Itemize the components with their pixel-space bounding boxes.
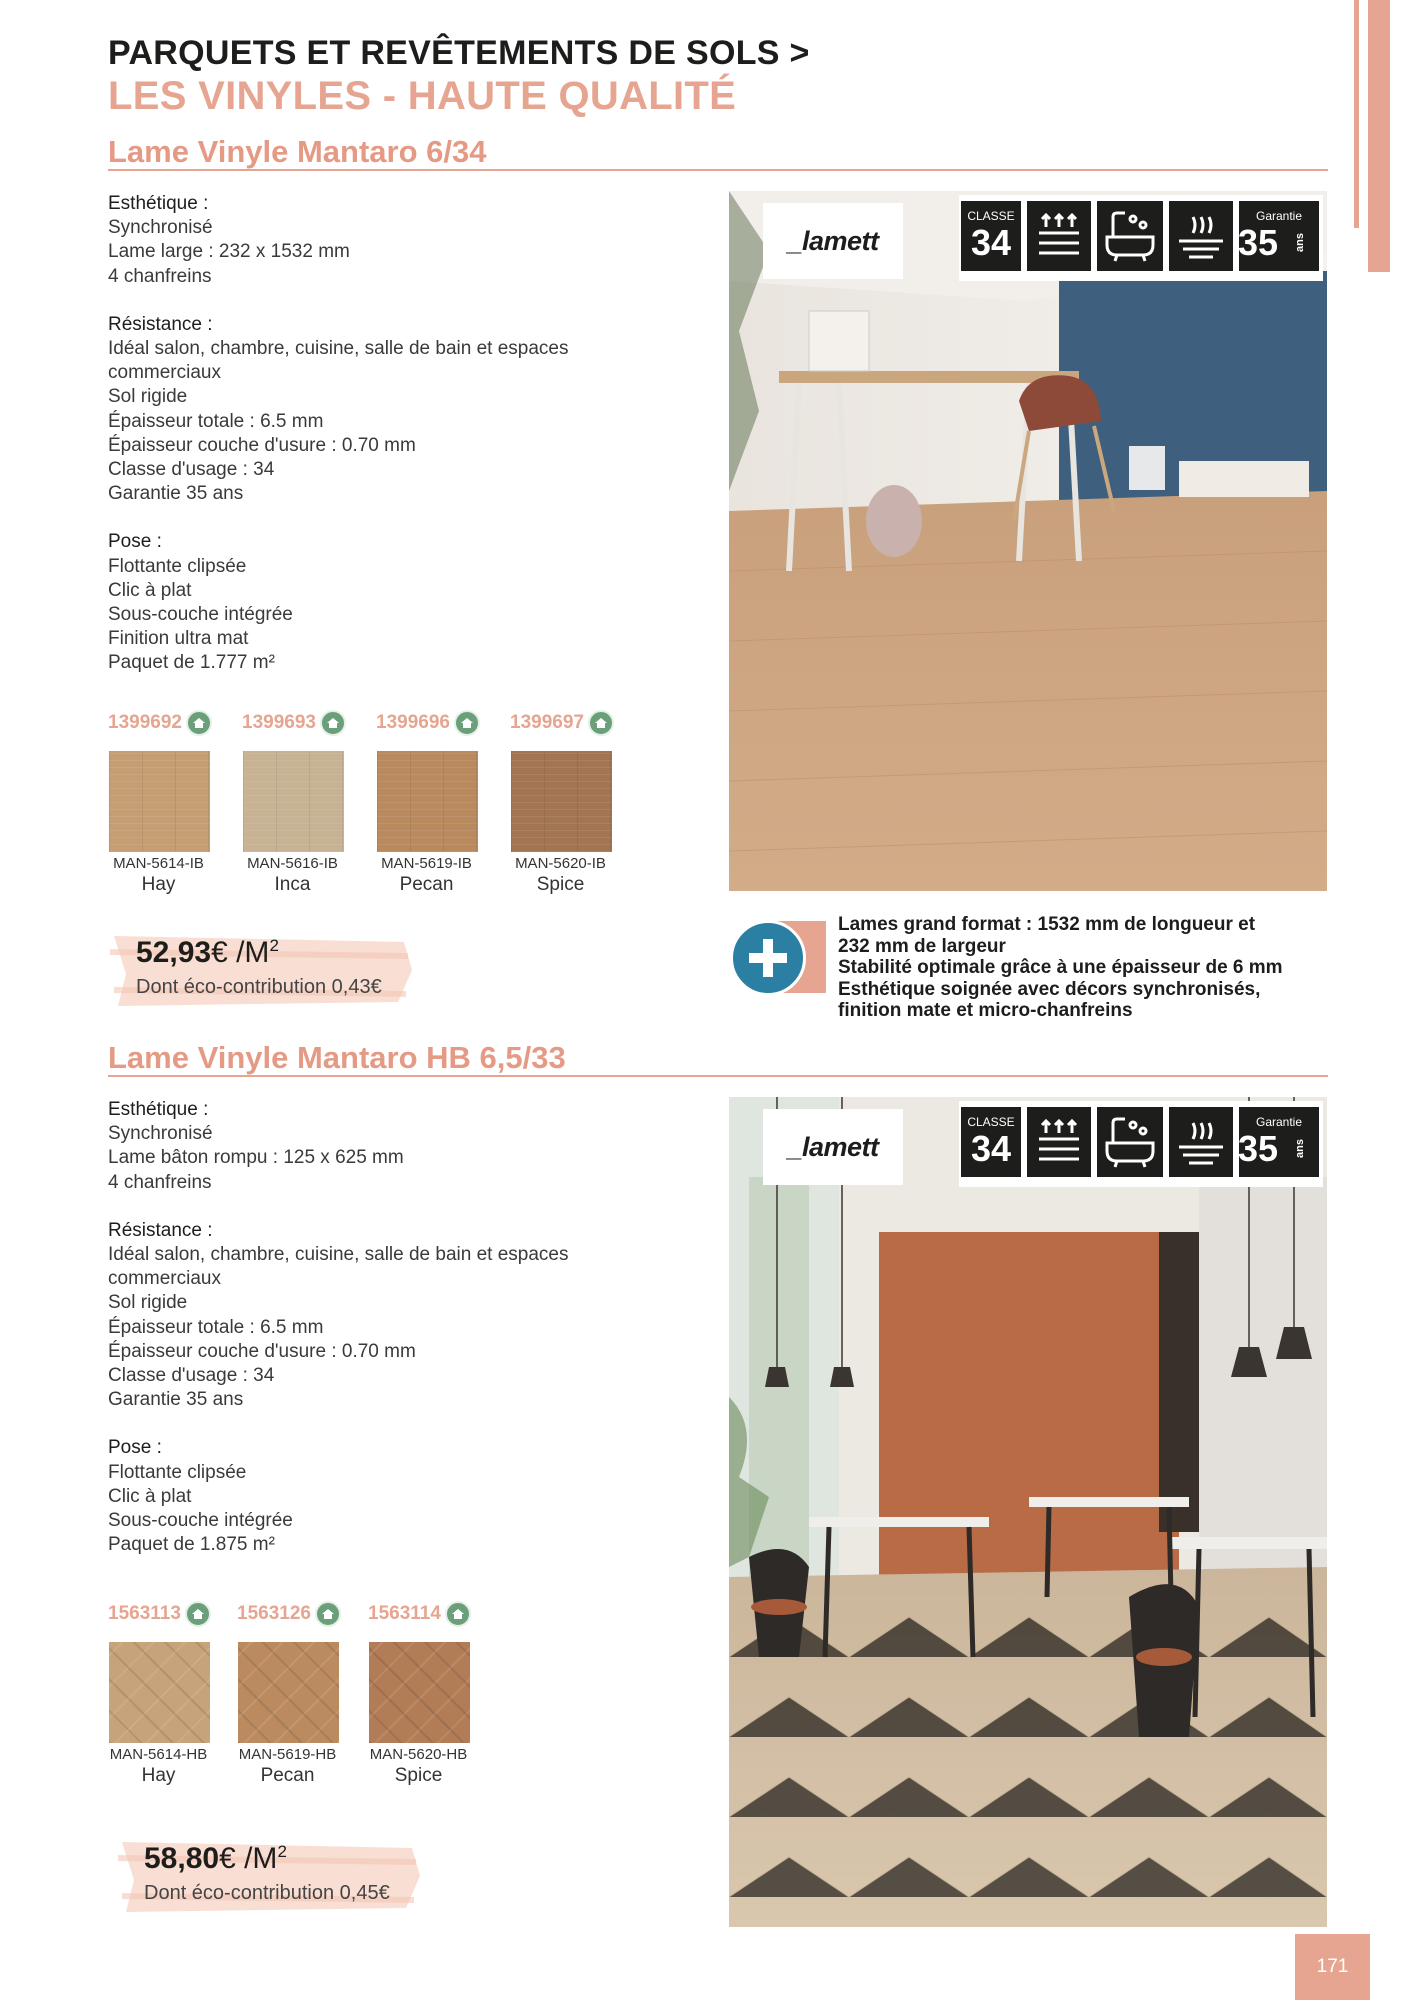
spec-heading: Résistance : [108,313,213,335]
product-1-title: Lame Vinyle Mantaro 6/34 [108,134,487,169]
spec-heading: Pose : [108,1437,162,1459]
variant[interactable] [510,709,644,896]
spec-line: Épaisseur couche d'usure : 0.70 mm [108,1340,416,1362]
product-code: 1399696 [376,712,450,733]
warranty-unit: ans [1294,233,1307,252]
spec-line: Clic à plat [108,579,192,601]
spec-line: Synchronisé [108,1123,213,1145]
feature-line: finition mate et micro-chanfreins [838,1000,1133,1021]
spec-line: Garantie 35 ans [108,483,244,505]
spec-line: Classe d'usage : 34 [108,1365,275,1387]
feature-line: 232 mm de largeur [838,935,1006,957]
spec-heading: Esthétique : [108,193,209,214]
price-label [144,1842,287,1876]
spec-line: Lame bâton rompu : 125 x 625 mm [108,1147,404,1169]
eco-house-icon [185,1601,211,1627]
spec-line: Épaisseur couche d'usure : 0.70 mm [108,434,416,456]
wood-swatch[interactable] [243,751,344,852]
spec-line: Paquet de 1.777 m² [108,652,275,674]
warranty-badge: Garantie 35 ans [1239,201,1319,271]
product-1-divider [108,169,1328,171]
feature-highlights [838,914,1328,1022]
feature-icon-strip [959,195,1323,281]
kitchen-icon [1169,1107,1233,1177]
variant[interactable] [376,709,510,896]
swatch-reference: MAN-5620-HB [369,1746,468,1763]
class-badge: CLASSE 34 [961,201,1021,271]
spec-line: Épaisseur totale : 6.5 mm [108,1316,324,1338]
price-unit: € /M [211,936,270,969]
spec-line: Synchronisé [108,217,213,239]
product-2-photo [729,1097,1327,1927]
product-2-divider [108,1075,1328,1077]
spec-line: Garantie 35 ans [108,1389,244,1411]
page-subtitle: LES VINYLES - HAUTE QUALITÉ [108,74,737,118]
eco-house-icon [186,710,212,736]
price-unit: € /M [219,1842,278,1875]
swatch-reference: MAN-5616-IB [247,855,338,872]
warranty-unit: ans [1294,1139,1307,1158]
plus-icon [730,920,806,996]
product-1-specs [108,192,668,676]
product-2-variants [108,1600,502,1787]
variant[interactable] [242,709,376,896]
price-label [136,936,279,970]
variant[interactable] [108,709,242,896]
warranty-years: 35 [1237,1127,1279,1169]
product-code: 1399693 [242,712,316,733]
spec-line: commerciaux [108,362,221,384]
product-2-title: Lame Vinyle Mantaro HB 6,5/33 [108,1040,566,1075]
eco-house-icon [315,1601,341,1627]
feature-line: Esthétique soignée avec décors synchronisés, [838,978,1261,1000]
price-amount: 52,93 [136,936,212,969]
price-unit-exponent: 2 [277,1842,287,1861]
variant[interactable] [237,1600,368,1787]
decorative-bar-thin [1354,0,1359,228]
kitchen-icon [1169,201,1233,271]
swatch-reference: MAN-5619-IB [381,855,472,872]
feature-line: Lames grand format : 1532 mm de longueur et [838,914,1256,935]
wood-swatch[interactable] [109,751,210,852]
price-amount: 58,80 [144,1842,220,1875]
product-2-specs [108,1098,668,1557]
spec-line: Idéal salon, chambre, cuisine, salle de bain et espaces [108,1244,569,1266]
herringbone-swatch[interactable] [369,1642,470,1743]
office-room-illustration [729,191,1327,891]
spec-line: Sous-couche intégrée [108,1510,293,1532]
swatch-name: Spice [536,874,585,895]
swatch-name: Inca [274,874,311,895]
herringbone-swatch[interactable] [109,1642,210,1743]
eco-contribution: Dont éco-contribution 0,43€ [136,976,382,998]
product-1-photo [729,191,1327,891]
product-code: 1399692 [108,712,182,733]
swatch-reference: MAN-5620-IB [515,855,606,872]
wood-swatch[interactable] [377,751,478,852]
underfloor-heating-icon [1027,1107,1091,1177]
spec-line: Sol rigide [108,386,188,408]
herringbone-swatch[interactable] [238,1642,339,1743]
page-title: PARQUETS ET REVÊTEMENTS DE SOLS > [108,34,810,72]
eco-house-icon [445,1601,471,1627]
spec-line: Finition ultra mat [108,628,249,650]
product-code: 1563126 [237,1603,311,1624]
spec-line: Idéal salon, chambre, cuisine, salle de bain et espaces [108,338,569,360]
swatch-name: Hay [141,1765,176,1786]
spec-heading: Pose : [108,531,162,553]
spec-heading: Esthétique : [108,1099,209,1120]
restaurant-illustration [729,1097,1327,1927]
class-badge: CLASSE 34 [961,1107,1021,1177]
price-unit-exponent: 2 [269,936,279,955]
spec-line: commerciaux [108,1268,221,1290]
underfloor-heating-icon [1027,201,1091,271]
product-1-price [108,930,413,1010]
product-code: 1563113 [108,1603,181,1624]
page-number: 171 [1295,1934,1370,2000]
bathroom-icon [1097,1107,1163,1177]
feature-icon-strip [959,1101,1323,1187]
eco-house-icon [588,710,614,736]
variant[interactable] [368,1600,502,1787]
spec-line: Lame large : 232 x 1532 mm [108,241,350,263]
swatch-name: Pecan [399,874,454,895]
swatch-name: Hay [141,874,176,895]
spec-line: Épaisseur totale : 6.5 mm [108,410,324,432]
warranty-badge: Garantie 35 ans [1239,1107,1319,1177]
swatch-reference: MAN-5614-HB [109,1746,208,1763]
spec-line: Sol rigide [108,1292,188,1314]
spec-line: Flottante clipsée [108,555,247,577]
feature-line: Stabilité optimale grâce à une épaisseur de 6 mm [838,957,1283,978]
spec-heading: Résistance : [108,1219,213,1241]
swatch-reference: MAN-5614-IB [113,855,204,872]
spec-line: 4 chanfreins [108,265,212,287]
product-1-variants [108,709,644,896]
bathroom-icon [1097,201,1163,271]
variant[interactable] [108,1600,237,1787]
swatch-reference: MAN-5619-HB [238,1746,337,1763]
swatch-name: Pecan [260,1765,315,1786]
wood-swatch[interactable] [511,751,612,852]
product-2-price [116,1836,421,1916]
spec-line: Flottante clipsée [108,1461,247,1483]
spec-line: Paquet de 1.875 m² [108,1534,275,1556]
decorative-bar-thick [1368,0,1390,272]
eco-contribution: Dont éco-contribution 0,45€ [144,1882,390,1904]
lamett-logo: _lamett [763,1109,903,1185]
spec-line: Clic à plat [108,1485,192,1507]
eco-house-icon [320,710,346,736]
product-code: 1399697 [510,712,584,733]
eco-house-icon [454,710,480,736]
spec-line: Sous-couche intégrée [108,604,293,626]
spec-line: 4 chanfreins [108,1171,212,1193]
product-code: 1563114 [368,1603,441,1624]
spec-line: Classe d'usage : 34 [108,459,275,481]
swatch-name: Spice [394,1765,443,1786]
warranty-years: 35 [1237,221,1279,263]
plus-badge [730,918,826,996]
lamett-logo: _lamett [763,203,903,279]
